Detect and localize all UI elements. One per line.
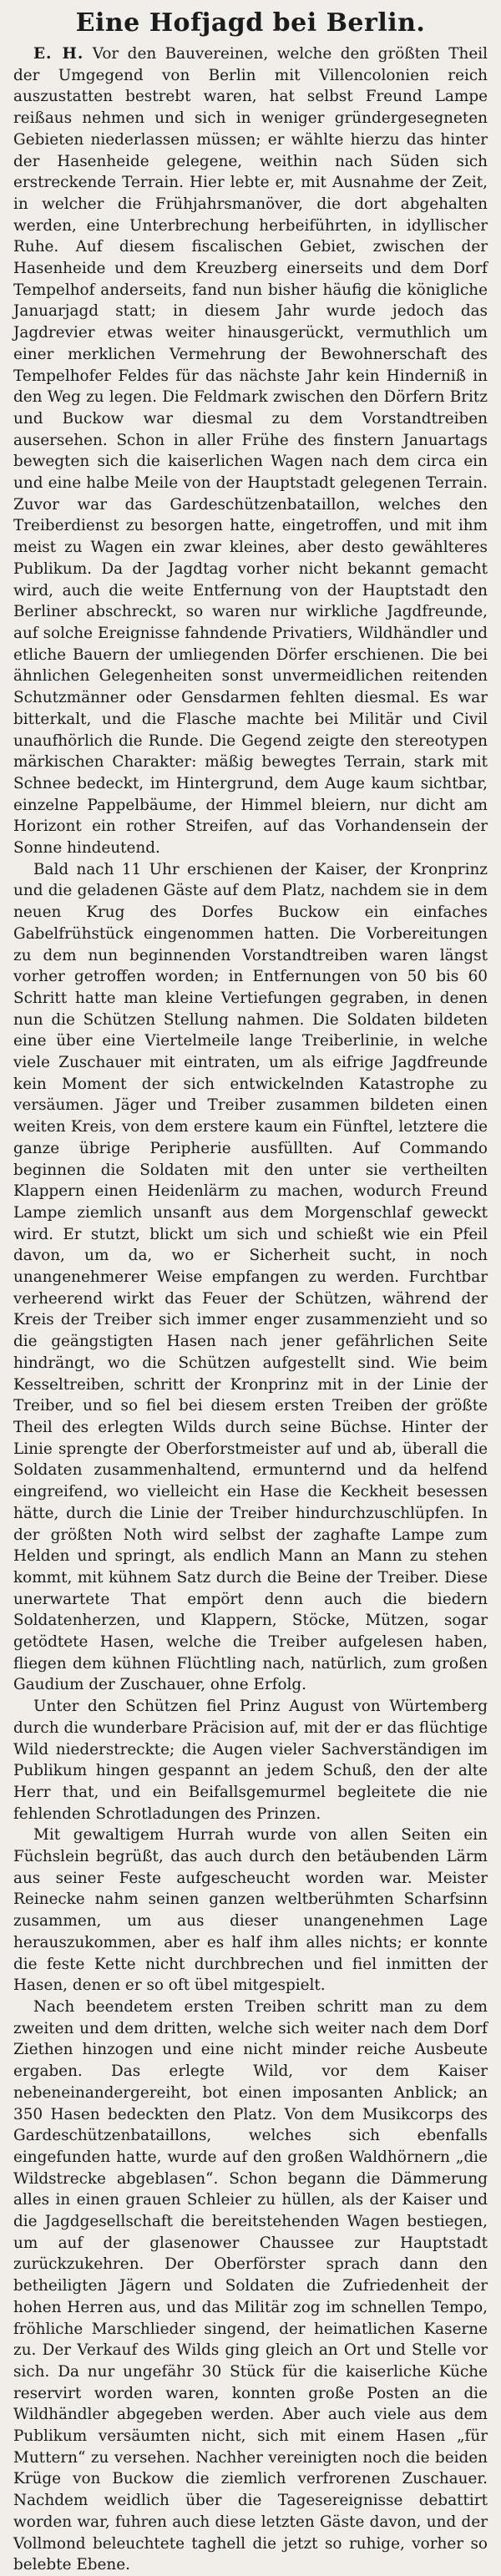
paragraph-1 [13,43,488,859]
paragraph-3: Unter den Schützen fiel Prinz August von Würtemberg durch die wunderbare Präcision auf, mit der er das flüchtige Wild niederstreckte; die Augen vieler Sachverständigen im Publikum hingen gespannt an jedem Schuß, den der alte Herr that, und ein Beifallsgemurmel begleitete die nie fehlenden Schrotladungen des Prinzen. [13,1698,488,1823]
article-title: Eine Hofjagd bei Berlin. [75,8,426,38]
paragraph-2: Bald nach 11 Uhr erschienen der Kaiser, der Kronprinz und die geladenen Gäste auf dem Platz, nachdem sie in dem neuen Krug des Dorfes Buckow ein einfaches Gabelfrühstück eingenommen hatten. Die Vorbereitungen zu dem nun beginnenden Vorstandtreiben waren längst vorher getroffen worden; in Entfernungen von 50 bis 60 Schritt hatte man kleine Vertiefungen gegraben, in denen nun die Schützen Stellung nahmen. Die Soldaten bildeten eine über eine Viertelmeile lange Treiberlinie, in welche viele Zuschauer mit eintraten, um als eifrige Jagdfreunde kein Moment der sich entwickelnden Katastrophe zu versäumen. Jäger und Treiber zusammen bildeten einen weiten Kreis, von dem erstere kaum ein Fünftel, letztere die ganze übrige Peripherie ausfüllten. Auf Commando beginnen die Soldaten mit den unter sie vertheilten Klappern einen Heidenlärm zu machen, wodurch Freund Lampe ziemlich unsanft aus dem Morgenschlaf geweckt wird. Er stutzt, blickt um sich und schießt wie ein Pfeil davon, um da, wo er Sicherheit sucht, in noch unangenehmerer Weise empfangen zu werden. Furchtbar verheerend wirkt das Feuer der Schützen, während der Kreis der Treiber sich immer enger zusammenzieht und so die geängstigten Hasen nach jener gefährlichen Seite hindrängt, wo die Schützen aufgestellt sind. Wie beim Kesseltreiben, schritt der Kronprinz mit in der Linie der Treiber, und so fiel bei diesem ersten Treiben der größte Theil des erlegten Wilds durch seine Büchse. Hinter der Linie sprengte der Oberforstmeister auf und ab, überall die Soldaten zusammenhaltend, ermunternd und da helfend eingreifend, wo vielleicht ein Hase die Keckheit besessen hätte, durch die Linie der Treiber hindurchzuschlüpfen. In der größten Noth wird selbst der zaghafte Lampe zum Helden und springt, als endlich Mann an Mann zu stehen kommt, mit kühnem Satz durch die Beine der Treiber. Diese unerwartete That empört denn auch die biedern Soldatenherzen, und Klappern, Stöcke, Mützen, sogar getödtete Hasen, welche die Treiber aufgelesen haben, fliegen dem kühnen Flüchtling nach, natürlich, zum großen Gaudium der Zuschauer, ohne Erfolg. [13,860,488,1694]
paragraph-4: Mit gewaltigem Hurrah wurde von allen Seiten ein Füchslein begrüßt, das auch durch den betäubenden Lärm aus seiner Feste aufgescheucht worden war. Meister Reinecke nahm seinen ganzen weltberühmten Scharfsinn zusammen, um aus dieser unangenehmen Lage herauszukommen, aber es half ihm alles nichts; er konnte die feste Kette nicht durchbrechen und fiel inmitten der Hasen, denen er so oft übel mitgespielt. [13,1826,488,1995]
article-body [13,43,488,2576]
paragraph-1-text: Vor den Bauvereinen, welche den größten Theil der Umgegend von Berlin mit Villencolonien reich auszustatten bestrebt waren, hat selbst Freund Lampe reißaus nehmen und sich in weniger gründergesegneten Gebieten niederlassen müssen; er wählte hierzu das hinter der Hasenheide gelegene, weithin nach Süden sich erstreckende Terrain. Hier lebte er, mit Ausnahme der Zeit, in welcher die Frühjahrsmanöver, die dort abgehalten werden, eine Unterbrechung herbeiführten, in idyllischer Ruhe. Auf diesem fiscalischen Gebiet, zwischen der Hasenheide und dem Kreuzberg einerseits und dem Dorf Tempelhof anderseits, fand nun bisher häufig die königliche Januarjagd statt; in diesem Jahr wurde jedoch das Jagdrevier etwas weiter hinausgerückt, vermuthlich um einer merklichen Vermehrung der Bewohnerschaft des Tempelhofer Feldes für das nächste Jahr kein Hinderniß in den Weg zu legen. Die Feldmark zwischen den Dörfern Britz und Buckow war diesmal zu dem Vorstandtreiben ausersehen. Schon in aller Frühe des finstern Januartags bewegten sich die kaiserlichen Wagen nach dem circa ein und eine halbe Meile von der Hauptstadt gelegenen Terrain. Zuvor war das Gardeschützenbataillon, welches den Treiberdienst zu besorgen hatte, eingetroffen, und mit ihm meist zu Wagen ein zwar kleines, aber desto gewählteres Publikum. Da der Jagdtag vorher nicht bekannt gemacht wird, auch die weite Entfernung von der Hauptstadt den Berliner abschreckt, so waren nur wirkliche Jagdfreunde, auf solche Ereignisse fahndende Privatiers, Wildhändler und etliche Bauern der umliegenden Dörfer erschienen. Die bei ähnlichen Gelegenheiten sonst unvermeidlichen reitenden Schutzmänner oder Gensdarmen fehlten diesmal. Es war bitterkalt, und die Flasche machte bei Militär und Civil unaufhörlich die Runde. Die Gegend zeigte den stereotypen märkischen Charakter: mäßig bewegtes Terrain, stark mit Schnee bedeckt, im Hintergrund, dem Auge kaum sichtbar, einzelne Pappelbäume, der Himmel bleiern, nur dicht am Horizont ein rother Streifen, auf das Vorhandensein der Sonne hindeutend. [13,45,488,858]
byline: E. H. [33,45,84,63]
paragraph-5: Nach beendetem ersten Treiben schritt man zu dem zweiten und dem dritten, welche sich weiter nach dem Dorf Ziethen hinzogen und eine nicht minder reiche Ausbeute ergaben. Das erlegte Wild, vor dem Kaiser nebeneinandergereiht, bot einen imposanten Anblick; an 350 Hasen bedeckten den Platz. Von dem Musikcorps des Gardeschützenbataillons, welches sich ebenfalls eingefunden hatte, wurde auf den großen Waldhörnern „die Wildstrecke abgeblasen“. Schon begann die Dämmerung alles in einen grauen Schleier zu hüllen, als der Kaiser und die Jagdgesellschaft die bereitstehenden Wagen bestiegen, um auf der glasenower Chaussee zur Hauptstadt zurückzukehren. Der Oberförster sprach dann den betheiligten Jägern und Soldaten die Zufriedenheit der hohen Herren aus, und das Militär zog im schnellen Tempo, fröhliche Marschlieder singend, der heimatlichen Kaserne zu. Der Verkauf des Wilds ging gleich an Ort und Stelle vor sich. Da nur ungefähr 30 Stück für die kaiserliche Küche reservirt worden waren, konnten große Posten an die Wildhändler abgegeben werden. Aber auch viele aus dem Publikum versäumten nicht, sich mit einem Hasen „für Muttern“ zu versehen. Nachher vereinigten noch die beiden Krüge von Buckow die ziemlich verfrorenen Zuschauer. Nachdem weidlich über die Tagesereignisse debattirt worden war, fuhren auch diese letzten Gäste davon, und der Vollmond beleuchtete taghell die jetzt so ruhige, vorher so belebte Ebene. [13,1997,488,2574]
